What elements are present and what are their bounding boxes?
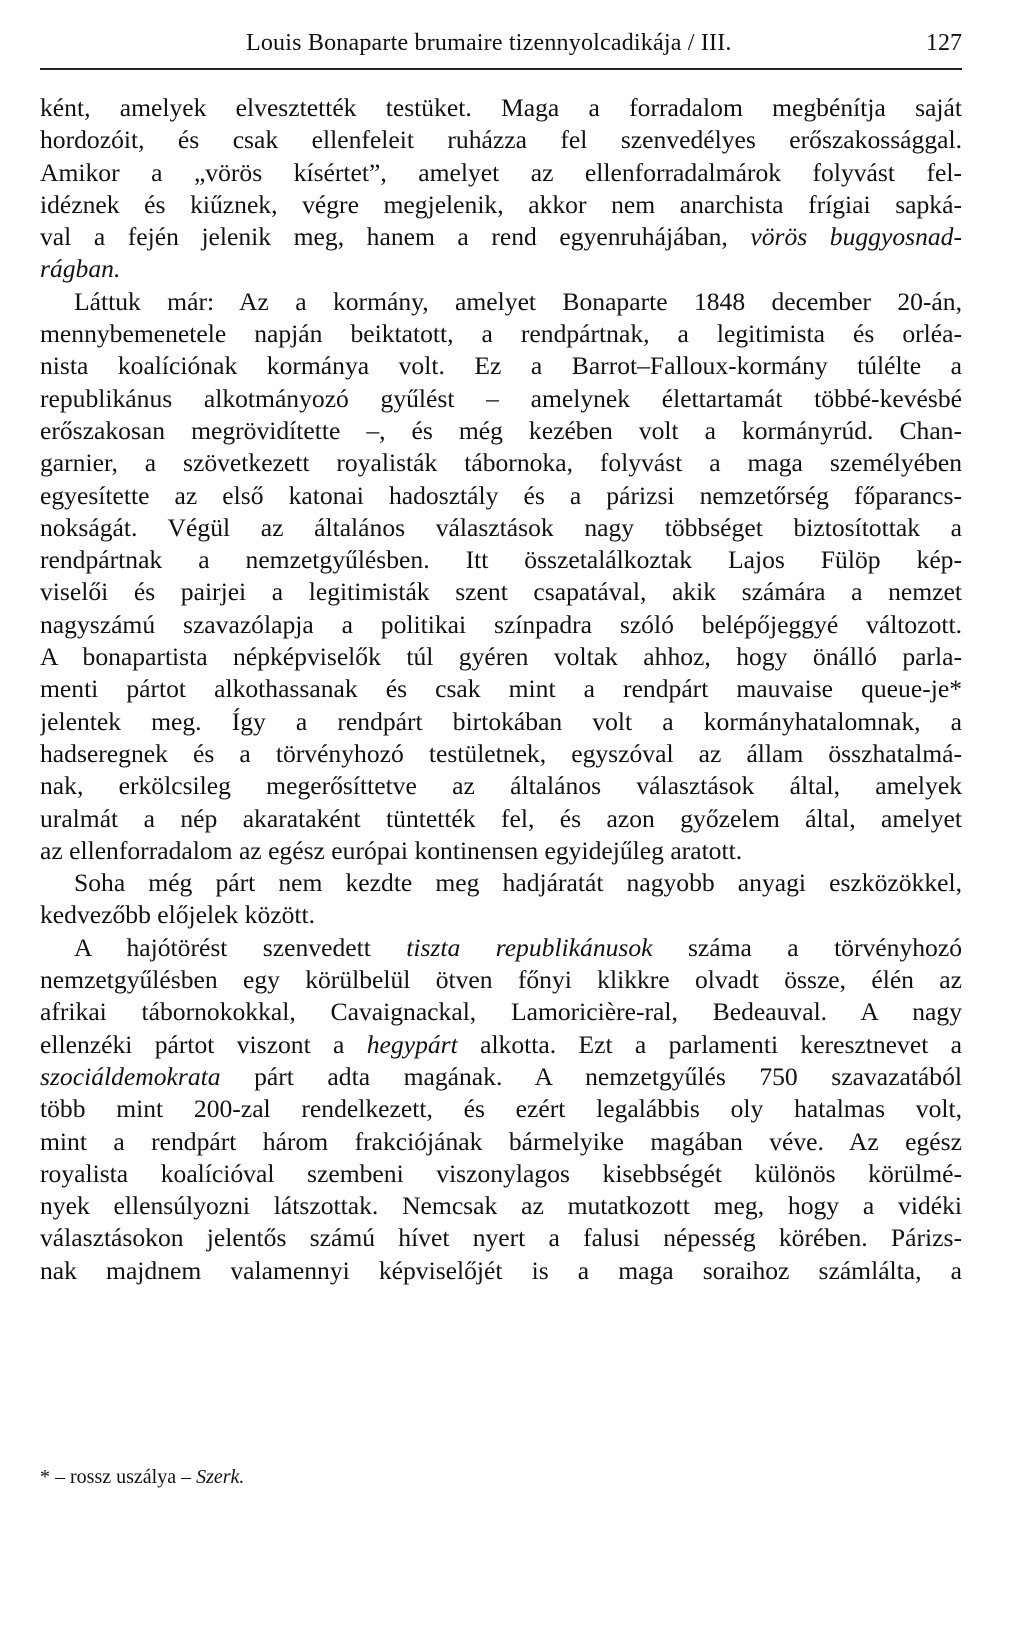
text-line: kedvezőbb előjelek között.	[40, 900, 316, 930]
text-line: egyesítette az első katonai hadosztály és a párizsi nemzetőrség főparancs-	[40, 480, 962, 510]
italic-term: szociáldemokrata	[40, 1061, 221, 1091]
text-line	[40, 1029, 962, 1061]
text-line: mennybemenetele napján beiktatott, a rendpártnak, a legitimista és orléa-	[40, 319, 962, 349]
text-line: jelentek meg. Így a rendpárt birtokában volt a kormányhatalomnak, a	[40, 706, 962, 736]
running-head: Louis Bonaparte brumaire tizennyolcadikája / III.	[246, 30, 732, 56]
text-line: uralmát a nép akarataként tüntették fel, és azon győzelem által, amelyet	[40, 803, 962, 833]
italic-term: tiszta republikánusok	[406, 932, 653, 962]
text-line: nak majdnem valamennyi képviselőjét is a maga soraihoz számlálta, a	[40, 1255, 962, 1285]
italic-term: rágban.	[40, 254, 121, 284]
text-line: rendpártnak a nemzetgyűlésben. Itt összetalálkoztak Lajos Fülöp kép-	[40, 545, 962, 575]
page-number: 127	[926, 30, 962, 56]
text-segment: száma a törvényhozó	[652, 932, 962, 962]
text-line: republikánus alkotmányozó gyűlést – amelynek élettartamát többé-kevésbé	[40, 383, 962, 413]
text-segment: alkotta. Ezt a parlamenti keresztnevet a	[457, 1029, 962, 1059]
text-line: viselői és pairjei a legitimisták szent csapatával, akik számára a nemzet	[40, 577, 962, 607]
italic-term: vörös buggyosnad-	[750, 222, 962, 252]
text-line: nokságát. Végül az általános választások nagy többséget biztosítottak a	[40, 512, 962, 542]
text-line: royalista koalícióval szembeni viszonylagos kisebbségét különös körülmé-	[40, 1158, 962, 1188]
text-line: Láttuk már: Az a kormány, amelyet Bonaparte 1848 december 20-án,	[74, 286, 962, 316]
text-line: hadseregnek és a törvényhozó testületnek, egyszóval az állam összhatalmá-	[40, 738, 962, 768]
text-line: erőszakosan megrövidítette –, és még kezében volt a kormányrúd. Chan-	[40, 415, 962, 445]
footnote	[40, 1466, 962, 1489]
text-line: Soha még párt nem kezdte meg hadjáratát nagyobb anyagi eszközökkel,	[74, 868, 962, 898]
text-line: garnier, a szövetkezett royalisták tábornoka, folyvást a maga személyében	[40, 448, 962, 478]
footnote-text: * – rossz uszálya –	[40, 1466, 197, 1488]
text-line: ként, amelyek elvesztették testüket. Maga a forradalom megbénítja saját	[40, 93, 962, 122]
text-segment: ellenzéki pártot viszont a	[40, 1029, 367, 1059]
text-segment: A hajótörést szenvedett	[74, 932, 407, 962]
text-line: nemzetgyűlésben egy körülbelül ötven főnyi klikkre olvadt össze, élén az	[40, 965, 962, 995]
text-line: A bonapartista népképviselők túl gyéren voltak ahhoz, hogy önálló parla-	[40, 642, 962, 672]
text-line: hordozóit, és csak ellenfeleit ruházza fel szenvedélyes erőszakossággal.	[40, 125, 962, 155]
text-line: mint a rendpárt három frakciójának bármelyike magában véve. Az egész	[40, 1126, 962, 1156]
footnote-source: Szerk.	[196, 1466, 245, 1488]
text-line	[40, 221, 962, 253]
text-segment: val a fején jelenik meg, hanem a rend egyenruhájában,	[40, 222, 751, 252]
text-line: az ellenforradalom az egész európai kontinensen egyidejűleg aratott.	[40, 835, 743, 865]
text-line: nak, erkölcsileg megerősíttetve az általános választások által, amelyek	[40, 771, 962, 801]
text-line: menti pártot alkothassanak és csak mint a rendpárt mauvaise queue-je*	[40, 674, 962, 704]
text-line: Amikor a „vörös kísértet”, amelyet az ellenforradalmárok folyvást fel-	[40, 157, 962, 187]
header-rule	[40, 68, 962, 70]
text-line: afrikai tábornokokkal, Cavaignackal, Lamoricière-ral, Bedeauval. A nagy	[40, 997, 962, 1027]
text-segment: párt adta magának. A nemzetgyűlés 750 szavazatából	[220, 1061, 962, 1091]
text-line	[40, 253, 962, 285]
text-line: nista koalíciónak kormánya volt. Ez a Barrot–Falloux-kormány túlélte a	[40, 351, 962, 381]
italic-term: hegypárt	[366, 1029, 458, 1059]
text-line: nagyszámú szavazólapja a politikai színpadra szóló belépőjeggyé változott.	[40, 609, 962, 639]
text-line: nyek ellensúlyozni látszottak. Nemcsak az mutatkozott meg, hogy a vidéki	[40, 1191, 962, 1221]
text-line	[40, 1061, 962, 1093]
text-line	[40, 932, 962, 964]
text-line: választásokon jelentős számú hívet nyert a falusi népesség körében. Párizs-	[40, 1223, 962, 1253]
body-text	[40, 92, 962, 1287]
text-line: idéznek és kiűznek, végre megjelenik, akkor nem anarchista frígiai sapká-	[40, 189, 962, 219]
text-line: több mint 200-zal rendelkezett, és ezért legalábbis oly hatalmas volt,	[40, 1094, 962, 1124]
page-header	[40, 24, 962, 54]
